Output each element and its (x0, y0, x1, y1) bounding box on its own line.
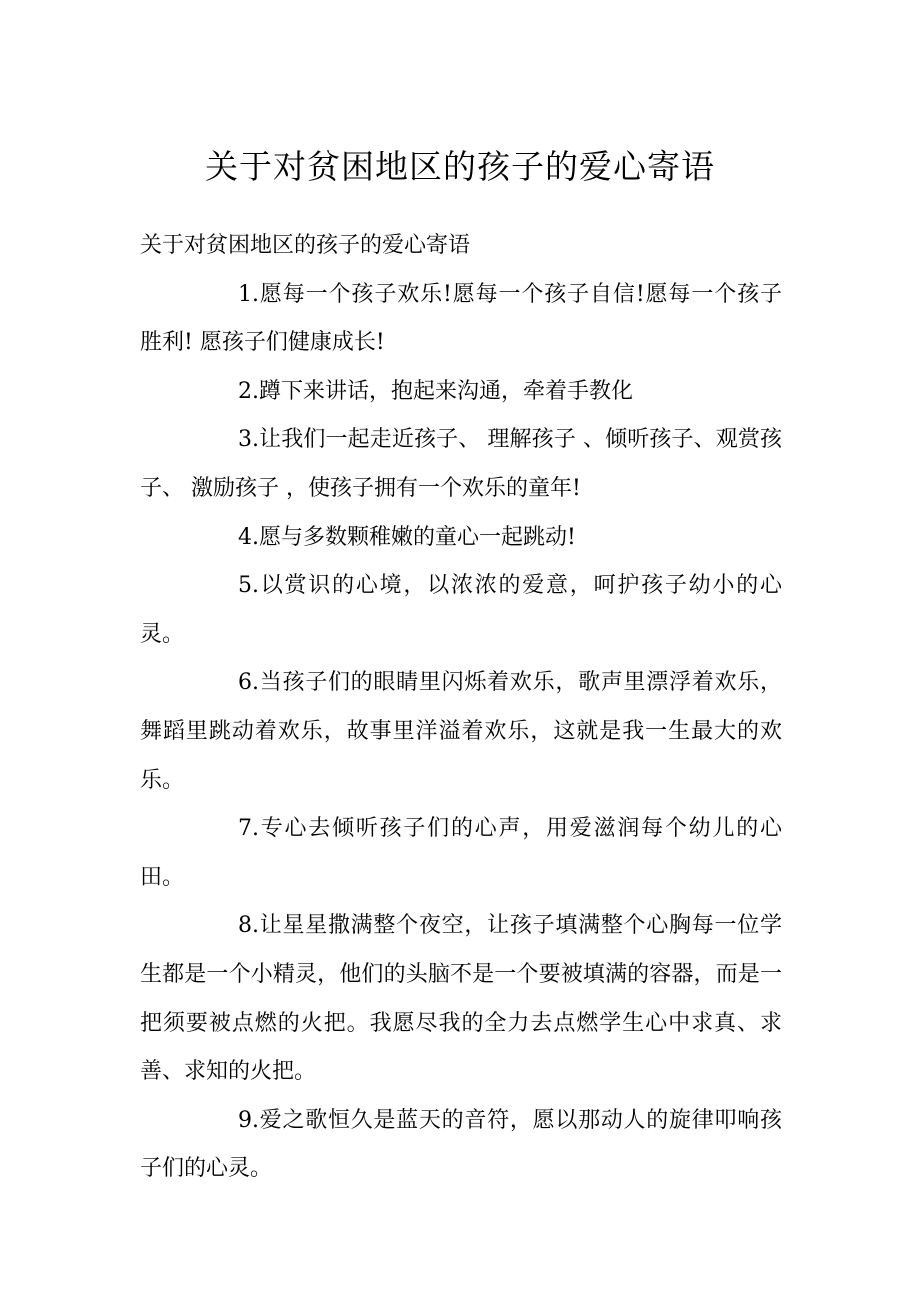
wish-item-3: 3.让我们一起走近孩子、 理解孩子 、倾听孩子、观赏孩子、 激励孩子 ，使孩子拥有一个欢乐的童年! (140, 427, 782, 501)
wish-item-4: 4.愿与多数颗稚嫩的童心一起跳动! (238, 524, 576, 550)
document-body (140, 222, 782, 1194)
intro-paragraph: 关于对贫困地区的孩子的爱心寄语 (140, 233, 471, 258)
wish-item-8: 8.让星星撒满整个夜空，让孩子填满整个心胸每一位学生都是一个小精灵，他们的头脑不是一个要被填满的容器，而是一把须要被点燃的火把。我愿尽我的全力去点燃学生心中求真、求善、求知的火把。 (140, 913, 782, 1085)
wish-item-1: 1.愿每一个孩子欢乐!愿每一个孩子自信!愿每一个孩子胜利! 愿孩子们健康成长! (140, 281, 782, 356)
wish-item-9: 9.爱之歌恒久是蓝天的音符，愿以那动人的旋律叩响孩子们的心灵。 (140, 1107, 782, 1182)
wish-item-5: 5.以赏识的心境，以浓浓的爱意，呵护孩子幼小的心灵。 (140, 573, 782, 647)
wish-item-6: 6.当孩子们的眼睛里闪烁着欢乐，歌声里漂浮着欢乐，舞蹈里跳动着欢乐，故事里洋溢着欢乐，这就是我一生最大的欢乐。 (140, 670, 782, 793)
document-title: 关于对贫困地区的孩子的爱心寄语 (205, 147, 715, 186)
wish-item-7: 7.专心去倾听孩子们的心声，用爱滋润每个幼儿的心田。 (140, 816, 782, 890)
wish-item-2: 2.蹲下来讲话，抱起来沟通，牵着手教化 (238, 378, 633, 404)
